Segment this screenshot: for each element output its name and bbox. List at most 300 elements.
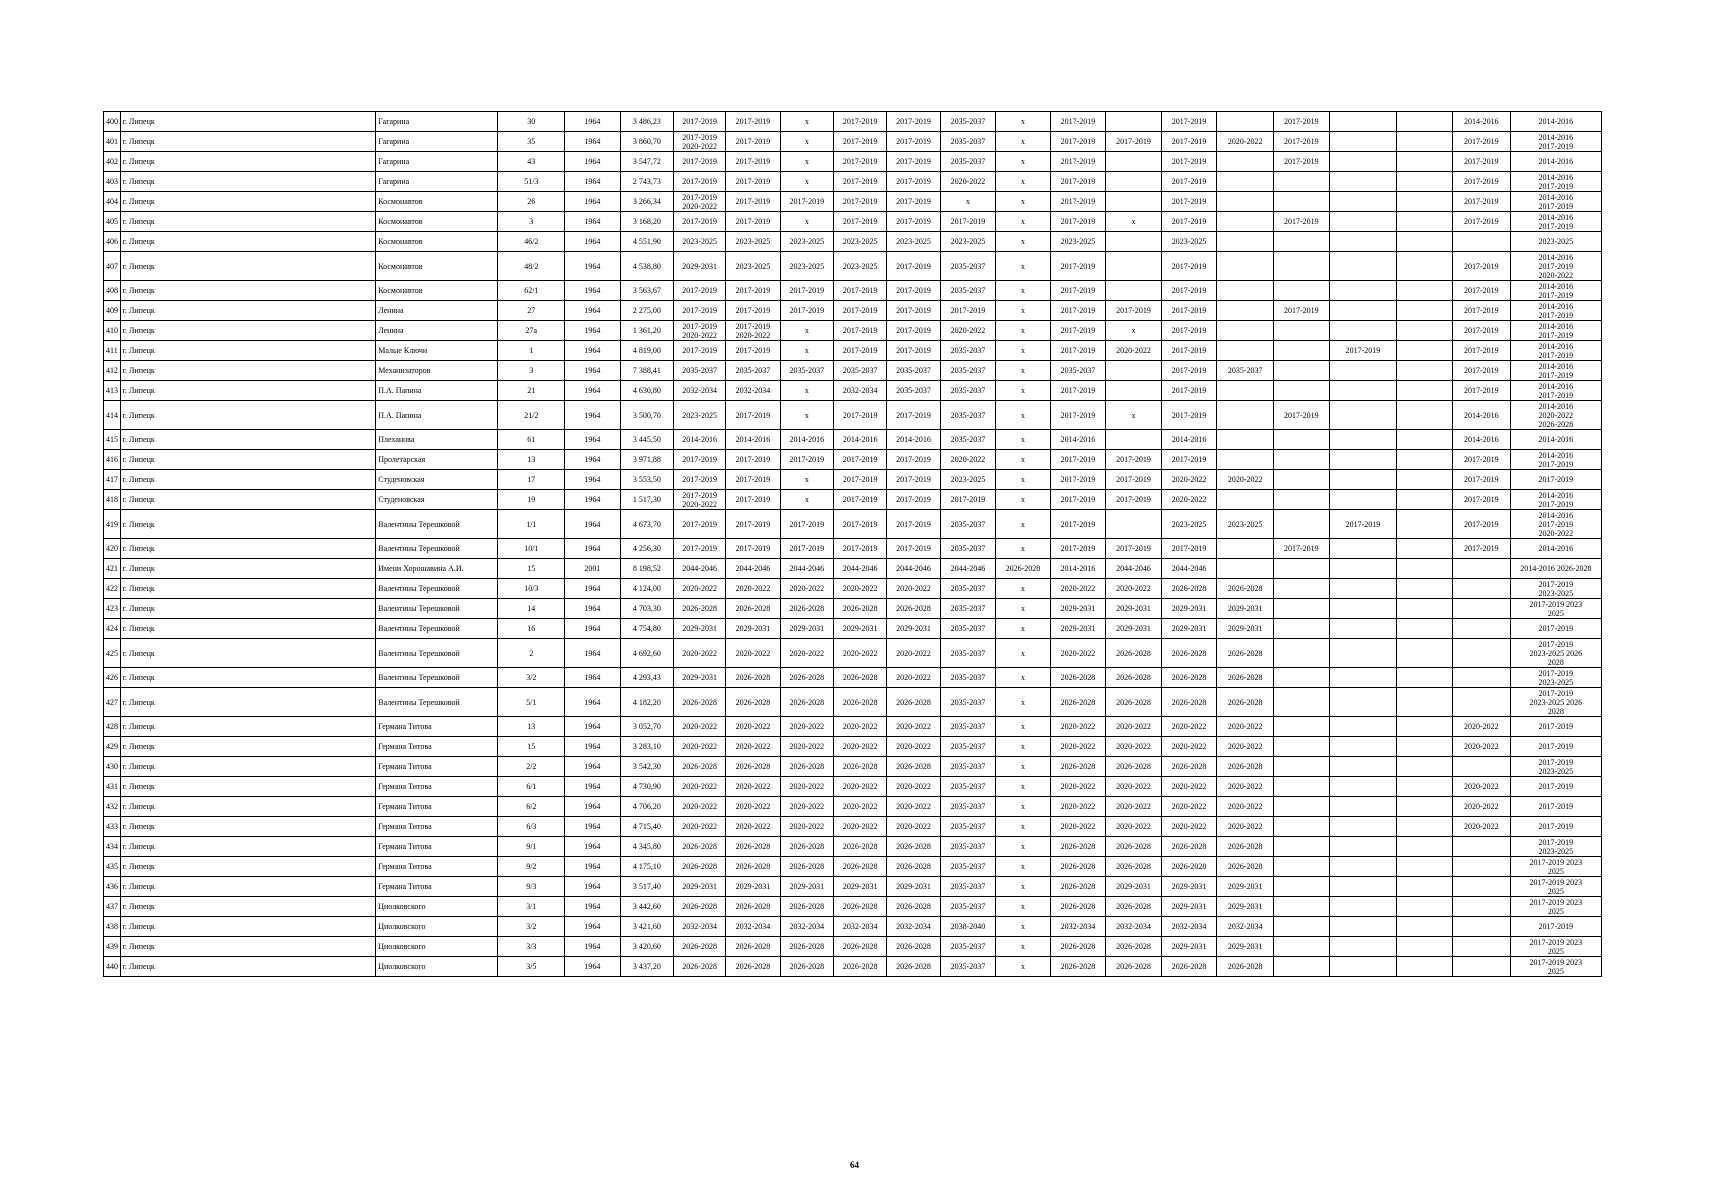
period-cell: 2017-2019 [1050,112,1106,132]
period-cell: 2020-2022 [1217,797,1274,817]
period-cell: 2017-2019 [1329,341,1397,361]
row-number-cell: 412 [104,361,121,381]
table-row [104,510,1602,539]
period-cell: 2017-2019 [1161,192,1217,212]
period-cell: 2032-2034 [1217,917,1274,937]
period-cell: 2017-2019 [887,490,940,510]
period-cell [1217,341,1274,361]
period-cell: 2020-2022 [726,737,780,757]
period-cell [1397,490,1453,510]
period-cell: 2026-2028 [1106,957,1162,977]
period-cell: 2032-2034 [834,381,887,401]
period-cell: 2035-2037 [887,361,940,381]
build-year-cell: 1964 [565,857,621,877]
period-cell: 2026-2028 [726,937,780,957]
area-cell: 4 703,30 [620,599,673,619]
period-cell: 2035-2037 [940,737,996,757]
house-number-cell: 17 [498,470,565,490]
house-number-cell: 2 [498,639,565,668]
table-row [104,152,1602,172]
house-number-cell: 51/3 [498,172,565,192]
period-cell: 2017-2019 [834,132,887,152]
period-cell: 2020-2022 [1217,717,1274,737]
period-cell [1274,232,1330,252]
period-cell: 2026-2028 [1217,757,1274,777]
period-cell: 2017-2019 [1161,321,1217,341]
table-row [104,341,1602,361]
period-cell: 2026-2028 [780,668,833,688]
period-cell [1397,737,1453,757]
house-number-cell: 13 [498,717,565,737]
period-cell: 2014-2016 2017-2019 2020-2022 [1510,510,1601,539]
period-cell: 2020-2022 [834,797,887,817]
period-cell: 2026-2028 [726,668,780,688]
period-cell [1274,877,1330,897]
period-cell: x [996,717,1050,737]
build-year-cell: 1964 [565,341,621,361]
period-cell [1452,579,1510,599]
period-cell: 2035-2037 [1217,361,1274,381]
period-cell: 2026-2028 [1217,668,1274,688]
period-cell [1329,252,1397,281]
build-year-cell: 1964 [565,152,621,172]
period-cell: 2017-2019 [674,281,726,301]
period-cell [1329,430,1397,450]
period-cell: 2014-2016 2017-2019 [1510,341,1601,361]
period-cell: 2017-2019 [780,539,833,559]
city-cell: г. Липецк [120,777,376,797]
period-cell: x [996,321,1050,341]
period-cell: 2020-2022 [1050,817,1106,837]
build-year-cell: 1964 [565,490,621,510]
period-cell: 2029-2031 [1217,937,1274,957]
period-cell [1217,321,1274,341]
period-cell: 2017-2019 [726,112,780,132]
period-cell: 2017-2019 2023-2025 [1510,757,1601,777]
city-cell: г. Липецк [120,490,376,510]
period-cell: 2017-2019 [726,281,780,301]
period-cell: 2026-2028 [996,559,1050,579]
row-number-cell: 408 [104,281,121,301]
period-cell: 2035-2037 [940,599,996,619]
period-cell [1397,539,1453,559]
period-cell: 2017-2019 [1050,281,1106,301]
period-cell [1397,450,1453,470]
period-cell: 2026-2028 [726,837,780,857]
row-number-cell: 402 [104,152,121,172]
table-row [104,688,1602,717]
period-cell: 2035-2037 [940,757,996,777]
period-cell: 2035-2037 [940,361,996,381]
period-cell: 2035-2037 [940,252,996,281]
period-cell: 2026-2028 [1106,639,1162,668]
period-cell: 2017-2019 [834,490,887,510]
street-cell: Механизаторов [376,361,498,381]
city-cell: г. Липецк [120,917,376,937]
period-cell [1329,401,1397,430]
period-cell: 2014-2016 [780,430,833,450]
period-cell: 2029-2031 [1050,619,1106,639]
period-cell: x [996,172,1050,192]
period-cell: 2017-2019 [1050,450,1106,470]
period-cell [1452,917,1510,937]
period-cell: 2035-2037 [940,777,996,797]
period-cell: 2017-2019 2020-2022 [674,321,726,341]
period-cell [1329,192,1397,212]
period-cell: x [996,737,1050,757]
period-cell: 2014-2016 2017-2019 [1510,192,1601,212]
build-year-cell: 1964 [565,688,621,717]
house-number-cell: 1 [498,341,565,361]
period-cell: 2017-2019 [834,401,887,430]
area-cell: 3 500,70 [620,401,673,430]
period-cell [1329,897,1397,917]
period-cell: 2017-2019 [726,192,780,212]
period-cell: 2017-2019 [1510,717,1601,737]
period-cell: 2020-2022 [1106,777,1162,797]
period-cell: 2026-2028 [1217,957,1274,977]
street-cell: Гагарина [376,152,498,172]
period-cell: 2020-2022 [726,777,780,797]
period-cell: 2020-2022 [674,579,726,599]
period-cell: 2017-2019 2023-2025 [1510,579,1601,599]
row-number-cell: 419 [104,510,121,539]
period-cell [1274,341,1330,361]
period-cell: 2020-2022 [887,797,940,817]
period-cell: 2017-2019 [674,172,726,192]
period-cell: 2017-2019 [834,212,887,232]
period-cell: 2020-2022 [1161,470,1217,490]
period-cell: 2017-2019 [1161,539,1217,559]
period-cell: x [780,470,833,490]
period-cell [1329,172,1397,192]
city-cell: г. Липецк [120,579,376,599]
city-cell: г. Липецк [120,559,376,579]
period-cell: 2026-2028 [780,837,833,857]
period-cell: x [1106,321,1162,341]
period-cell: x [996,112,1050,132]
period-cell: 2017-2019 [1161,361,1217,381]
city-cell: г. Липецк [120,192,376,212]
period-cell: 2014-2016 2017-2019 [1510,490,1601,510]
period-cell: 2020-2022 [887,777,940,797]
period-cell [1106,172,1162,192]
period-cell: 2035-2037 [940,401,996,430]
row-number-cell: 426 [104,668,121,688]
period-cell [1397,957,1453,977]
period-cell: 2017-2019 [1452,341,1510,361]
period-cell [1274,470,1330,490]
build-year-cell: 1964 [565,232,621,252]
period-cell: 2035-2037 [940,837,996,857]
period-cell: 2026-2028 [726,688,780,717]
period-cell [1452,599,1510,619]
house-number-cell: 46/2 [498,232,565,252]
period-cell [1397,777,1453,797]
period-cell: 2026-2028 [1161,757,1217,777]
period-cell: 2017-2019 [887,192,940,212]
period-cell [1329,470,1397,490]
period-cell [1397,639,1453,668]
house-number-cell: 19 [498,490,565,510]
period-cell: 2014-2016 [1452,430,1510,450]
street-cell: Студеновская [376,470,498,490]
period-cell [1397,797,1453,817]
period-cell [1397,341,1453,361]
period-cell [1329,857,1397,877]
row-number-cell: 423 [104,599,121,619]
row-number-cell: 417 [104,470,121,490]
row-number-cell: 400 [104,112,121,132]
table-row [104,639,1602,668]
table-row [104,757,1602,777]
period-cell: 2020-2022 [1161,717,1217,737]
period-cell [1329,737,1397,757]
period-cell: x [996,252,1050,281]
period-cell [1397,717,1453,737]
period-cell: 2020-2022 [1452,737,1510,757]
period-cell: 2020-2022 [674,737,726,757]
period-cell: 2044-2046 [726,559,780,579]
period-cell: 2017-2019 [1510,777,1601,797]
period-cell: 2032-2034 [887,917,940,937]
street-cell: Пролетарская [376,450,498,470]
city-cell: г. Липецк [120,688,376,717]
period-cell [1217,401,1274,430]
period-cell: 2026-2028 [1050,837,1106,857]
build-year-cell: 1964 [565,837,621,857]
table-row [104,450,1602,470]
row-number-cell: 413 [104,381,121,401]
period-cell: 2026-2028 [1106,837,1162,857]
period-cell: 2020-2022 [940,321,996,341]
period-cell: 2014-2016 2017-2019 [1510,212,1601,232]
house-number-cell: 27а [498,321,565,341]
period-cell: 2023-2025 [1217,510,1274,539]
period-cell [1329,817,1397,837]
period-cell: x [996,381,1050,401]
period-cell: x [996,897,1050,917]
period-cell [1452,232,1510,252]
period-cell: 2017-2019 [1106,132,1162,152]
period-cell [1329,559,1397,579]
period-cell: 2026-2028 [1106,757,1162,777]
build-year-cell: 1964 [565,450,621,470]
period-cell [1397,877,1453,897]
period-cell [1397,381,1453,401]
period-cell [1329,717,1397,737]
period-cell: 2017-2019 [834,539,887,559]
period-cell: 2014-2016 [1510,152,1601,172]
street-cell: Гагарина [376,112,498,132]
period-cell [1329,132,1397,152]
row-number-cell: 410 [104,321,121,341]
city-cell: г. Липецк [120,401,376,430]
period-cell: 2035-2037 [940,341,996,361]
period-cell: 2017-2019 [834,112,887,132]
street-cell: Космонавтов [376,192,498,212]
period-cell: 2017-2019 [1274,539,1330,559]
period-cell: 2017-2019 2023 2025 [1510,857,1601,877]
period-cell: 2017-2019 [1161,132,1217,152]
period-cell: 2017-2019 [1510,917,1601,937]
period-cell: 2017-2019 2020-2022 [674,490,726,510]
period-cell: 2032-2034 [834,917,887,937]
period-cell: 2020-2022 [674,817,726,837]
period-cell [1274,897,1330,917]
period-cell [1397,172,1453,192]
period-cell [1106,381,1162,401]
period-cell: x [780,112,833,132]
period-cell [1329,957,1397,977]
period-cell [1452,757,1510,777]
period-cell [1329,639,1397,668]
row-number-cell: 436 [104,877,121,897]
period-cell: 2020-2022 [726,797,780,817]
period-cell [1106,281,1162,301]
city-cell: г. Липецк [120,837,376,857]
house-number-cell: 5/1 [498,688,565,717]
table-row [104,777,1602,797]
house-number-cell: 10/1 [498,539,565,559]
house-number-cell: 15 [498,559,565,579]
period-cell [1106,252,1162,281]
period-cell: 2029-2031 [674,668,726,688]
house-number-cell: 6/2 [498,797,565,817]
period-cell: 2020-2022 [834,579,887,599]
period-cell: 2020-2022 [1106,797,1162,817]
period-cell: 2020-2022 [726,717,780,737]
period-cell: 2017-2019 [1274,212,1330,232]
period-cell: 2026-2028 [726,599,780,619]
period-cell: 2026-2028 [726,897,780,917]
table-row [104,212,1602,232]
period-cell: 2035-2037 [887,381,940,401]
area-cell: 1 517,30 [620,490,673,510]
table-row [104,737,1602,757]
row-number-cell: 438 [104,917,121,937]
table-row [104,797,1602,817]
street-cell: Германа Титова [376,837,498,857]
house-number-cell: 15 [498,737,565,757]
period-cell: 2023-2025 [834,232,887,252]
period-cell: 2023-2025 [726,232,780,252]
period-cell [1274,599,1330,619]
table-row [104,837,1602,857]
period-cell: 2035-2037 [940,897,996,917]
period-cell: 2038-2040 [940,917,996,937]
house-number-cell: 3 [498,212,565,232]
area-cell: 3 563,67 [620,281,673,301]
period-cell: 2026-2028 [780,957,833,977]
house-number-cell: 14 [498,599,565,619]
city-cell: г. Липецк [120,232,376,252]
table-row [104,232,1602,252]
period-cell: 2020-2022 [834,737,887,757]
period-cell: 2026-2028 [887,688,940,717]
period-cell: 2020-2022 [1161,817,1217,837]
period-cell: 2026-2028 [1217,639,1274,668]
period-cell: 2029-2031 [674,252,726,281]
period-cell [1329,152,1397,172]
period-cell: 2017-2019 [726,470,780,490]
table-row [104,321,1602,341]
period-cell: 2017-2019 [1274,132,1330,152]
period-cell: 2020-2022 [887,579,940,599]
period-cell [1217,232,1274,252]
period-cell [1329,937,1397,957]
period-cell: 2017-2019 [674,341,726,361]
period-cell: 2032-2034 [674,381,726,401]
period-cell: 2017-2019 [887,112,940,132]
period-cell: 2017-2019 [1452,252,1510,281]
period-cell: 2020-2022 [834,717,887,737]
period-cell: 2017-2019 [834,341,887,361]
period-cell: 2017-2019 [1452,490,1510,510]
period-cell: 2029-2031 [726,619,780,639]
build-year-cell: 1964 [565,281,621,301]
period-cell: 2035-2037 [940,817,996,837]
period-cell: 2017-2019 [887,212,940,232]
period-cell [1329,450,1397,470]
build-year-cell: 1964 [565,737,621,757]
period-cell: 2017-2019 [1452,152,1510,172]
period-cell: 2026-2028 [674,897,726,917]
period-cell: 2017-2019 [1274,112,1330,132]
period-cell: 2035-2037 [780,361,833,381]
period-cell: 2014-2016 2017-2019 [1510,301,1601,321]
period-cell: 2020-2022 [1161,490,1217,510]
period-cell [1397,897,1453,917]
period-cell: x [996,877,1050,897]
period-cell: 2017-2019 [1274,401,1330,430]
row-number-cell: 432 [104,797,121,817]
period-cell: 2029-2031 [1161,897,1217,917]
period-cell [1106,510,1162,539]
row-number-cell: 407 [104,252,121,281]
period-cell [1274,450,1330,470]
period-cell: 2023-2025 [780,252,833,281]
city-cell: г. Липецк [120,361,376,381]
period-cell: 2017-2019 [1161,281,1217,301]
city-cell: г. Липецк [120,341,376,361]
period-cell: 2017-2019 [726,212,780,232]
period-cell [1217,539,1274,559]
period-cell [1397,837,1453,857]
city-cell: г. Липецк [120,430,376,450]
period-cell: 2020-2022 [1452,797,1510,817]
table-row [104,301,1602,321]
period-cell: 2020-2022 [834,817,887,837]
street-cell: Германа Титова [376,777,498,797]
period-cell: 2017-2019 [1452,192,1510,212]
city-cell: г. Липецк [120,797,376,817]
period-cell [1452,877,1510,897]
row-number-cell: 411 [104,341,121,361]
area-cell: 3 283,10 [620,737,673,757]
period-cell: 2017-2019 [1274,301,1330,321]
house-number-cell: 1/1 [498,510,565,539]
street-cell: Валентины Терешковой [376,668,498,688]
period-cell: 2020-2022 [940,172,996,192]
period-cell: 2026-2028 [1161,957,1217,977]
period-cell [1217,281,1274,301]
period-cell: 2023-2025 [780,232,833,252]
period-cell [1397,599,1453,619]
period-cell: 2017-2019 2020-2022 [674,132,726,152]
period-cell: 2014-2016 [834,430,887,450]
build-year-cell: 1964 [565,301,621,321]
